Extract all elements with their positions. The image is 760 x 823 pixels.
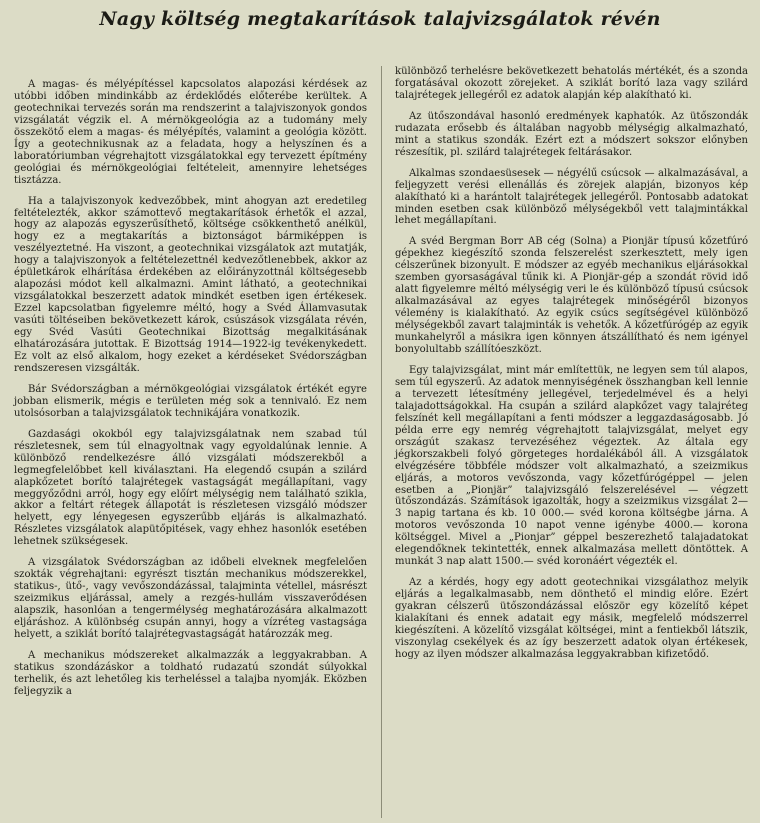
paragraph: Gazdasági okokból egy talajvizsgálatnak nem szabad túl részletesnek, sem túl elnagyoltnak vagy egyoldalúnak lennie. A különböző rendelkezésre álló vizsgálati módszerekből a legmegfelelőbbet kell kiválasztani. Ha elegendő csupán a szilárd alapkőzetet borító talajrétegek vastagságát megállapítani, vagy meggyőződni arról, hogy egy előírt mélységig nem található szikla, akkor a feltárt rétegek állapotát is részletesen vizsgáló módszer helyett, egy lényegesen egyszerűbb eljárás is alkalmazható. Részletes vizsgálatok alapütőpitések, vagy ehhez hasonlók esetében lehetnek szükségesek.	[14, 428, 367, 548]
paragraph: különböző terhelésre bekövetkezett behatolás mértékét, és a szonda forgatásával okozott zörejeket. A sziklát borító laza vagy szilárd talajrétegek jellegéről ez adatok alapján kép alakítható ki.	[395, 66, 748, 101]
paragraph: A vizsgálatok Svédországban az időbeli elveknek megfelelően szokták végrehajtani: egyrészt tisztán mechanikus módszerekkel, statikus-, ütő-, vagy vevőszondázással, talajminta vétellel, másrészt szeizmikus eljárással, amely a rezgés-hullám visszaverődésen alapszik, hasonlóan a tengermélység meghatározására alkalmazott eljáráshoz. A különbség csupán annyi, hogy a vízréteg vastagsága helyett, a sziklát borító talajrétegvastagságát határozzák meg.	[14, 557, 367, 640]
paragraph: Az ütőszondával hasonló eredmények kaphatók. Az ütőszondák rudazata erősebb és általában nagyobb mélységig alkalmazható, mint a statikus szondák. Ezért ezt a módszert sokszor előnyben részesítik, pl. szilárd talajrétegek feltárásakor.	[395, 110, 748, 158]
paragraph: Alkalmas szondaesüsesek — négyélű csúcsok — alkalmazásával, a feljegyzett verési ellenállás és zörejek alapján, bizonyos kép alakítható ki a harántolt talajrétegek jellegéről. Pontosabb adatokat minden esetben csak különböző mélységekből vett talajmintákkal lehet megállapítani.	[395, 167, 748, 227]
right-column	[395, 66, 748, 661]
paragraph: Az a kérdés, hogy egy adott geotechnikai vizsgálathoz melyik eljárás a legalkalmasabb, nem dönthető el mindig előre. Ezért gyakran célszerű ütőszondázással először egy közelítő képet kialakítani és ennek adatait egy másik, megfelelő módszerrel kiegészíteni. A közelítő vizsgálat költségei, mint a fentiekből látszik, viszonylag csekélyek és az így beszerzett adatok olyan értékesek, hogy az ilyen módszer alkalmazása leggyakrabban kifizetődő.	[395, 577, 748, 660]
left-column	[14, 70, 367, 698]
paragraph: Egy talajvizsgálat, mint már említettük, ne legyen sem túl alapos, sem túl egyszerű. Az adatok mennyiségének összhangban kell lennie a tervezett létesítmény jellegével, terjedelmével és a helyi talajadottságokkal. Ha csupán a szilárd alapkőzet vagy talajréteg felszínét kell megállapítani a fenti módszer a leggazdaságosabb. Jó példa erre egy nemrég végrehajtott talajvizsgálat, melyet egy országút szakasz tervezéséhez végeztek. Az általa egy jégkorszakbeli folyó görgeteges hordalékából áll. A vizsgálatok elvégzésére többféle módszer volt alkalmazható, a szeizmikus eljárás, a motoros vevőszonda, vagy kőzetfúrógéppel — jelen esetben a „Pionjär” talajvizsgáló felszerelésével — végzett ütőszondázás. Számítások igazolták, hogy a szeizmikus vizsgálat 2—3 napig tartana és kb. 10 000.— svéd korona költségbe járna. A motoros vevőszonda 10 napot venne igénybe 4000.— korona költséggel. Mivel a „Pionjar” géppel beszerezhető talajadatokat elegendőknek tekintették, ennek alkalmazása mellett döntöttek. A munkát 3 nap alatt 1500.— svéd koronáért végezték el.	[395, 364, 748, 568]
paragraph: Bár Svédországban a mérnökgeológiai vizsgálatok értékét egyre jobban elismerik, mégis e területen még sok a tennivaló. Ez nem utolsósorban a talajvizsgálatok technikájára vonatkozik.	[14, 383, 367, 419]
paragraph: A svéd Bergman Borr AB cég (Solna) a Pionjär típusú kőzetfúró gépekhez kiegészítő szonda felszerelést szerkesztett, mely igen célszerűnek bizonyult. E módszer az egyéb mechanikus eljárásokkal szemben gyorsaságával tűnik ki. A Pionjär-gép a szondát rövid idő alatt figyelemre méltó mélységig veri le és különböző típusú csúcsok alkalmazásával az egyes talajrétegek minőségéről bizonyos vélemény is kialakítható. Az egyik csúcs segítségével különböző mélységekből zavart talajminták is vehetők. A kőzetfúrógép az egyik munkahelyről a másikra igen könnyen átszállítható és nem igényel bonyolultabb szállítóeszközt.	[395, 236, 748, 356]
column-divider	[381, 66, 382, 818]
paragraph: A magas- és mélyépítéssel kapcsolatos alapozási kérdések az utóbbi időben mindinkább az érdeklődés előterébe kerültek. A geotechnikai tervezés során ma rendszerint a talajviszonyok gondos vizsgálatát végzik el. A mérnökgeológia az a tudomány mely összekötő elem a magas- és mélyépítés, valamint a geológia között. Így a geotechnikusnak az a feladata, hogy a helyszínen és a laboratóriumban végrehajtott vizsgálatokkal egy tervezett építmény geológiai és mérnökgeológiai feltételeit, amennyire lehetséges tisztázza.	[14, 79, 367, 186]
paragraph: Ha a talajviszonyok kedvezőbbek, mint ahogyan azt eredetileg feltételezték, akkor számottevő megtakarítások érhetők el azzal, hogy az alapozás egyszerűsíthető, költsége csökkenthető anélkül, hogy ez a megtakarítás a biztonságot bármiképpen is veszélyeztetné. Ha viszont, a geotechnikai vizsgálatok azt mutatják, hogy a talajviszonyok a feltételezettnél kedvezőtlenebbek, akkor az épületkárok elhárítása érdekében az előirányzottnál költségesebb alapozási módot kell alkalmazni. Amint látható, a geotechnikai vizsgálatokkal beszerzett adatok mindkét esetben igen értékesek. Ezzel kapcsolatban figyelemre méltó, hogy a Svéd Államvasutak vasúti töltéseiben bekövetkezett károk, csúszások vizsgálata révén, egy Svéd Vasúti Geotechnikai Bizottság megalkitásának elhatározására jutottak. E Bizottság 1914—1922-ig tevékenykedett. Ez volt az első alkalom, hogy ezeket a kérdéseket Svédországban rendszeresen vizsgálták.	[14, 195, 367, 374]
paragraph: A mechanikus módszereket alkalmazzák a leggyakrabban. A statikus szondázáskor a toldható rudazatú szondát súlyokkal terhelik, és azt lehetőleg kis terheléssel a talajba nyomják. Eközben feljegyzik a	[14, 649, 367, 697]
article-title: Nagy költség megtakarítások talajvizsgálatok révén	[99, 8, 661, 30]
